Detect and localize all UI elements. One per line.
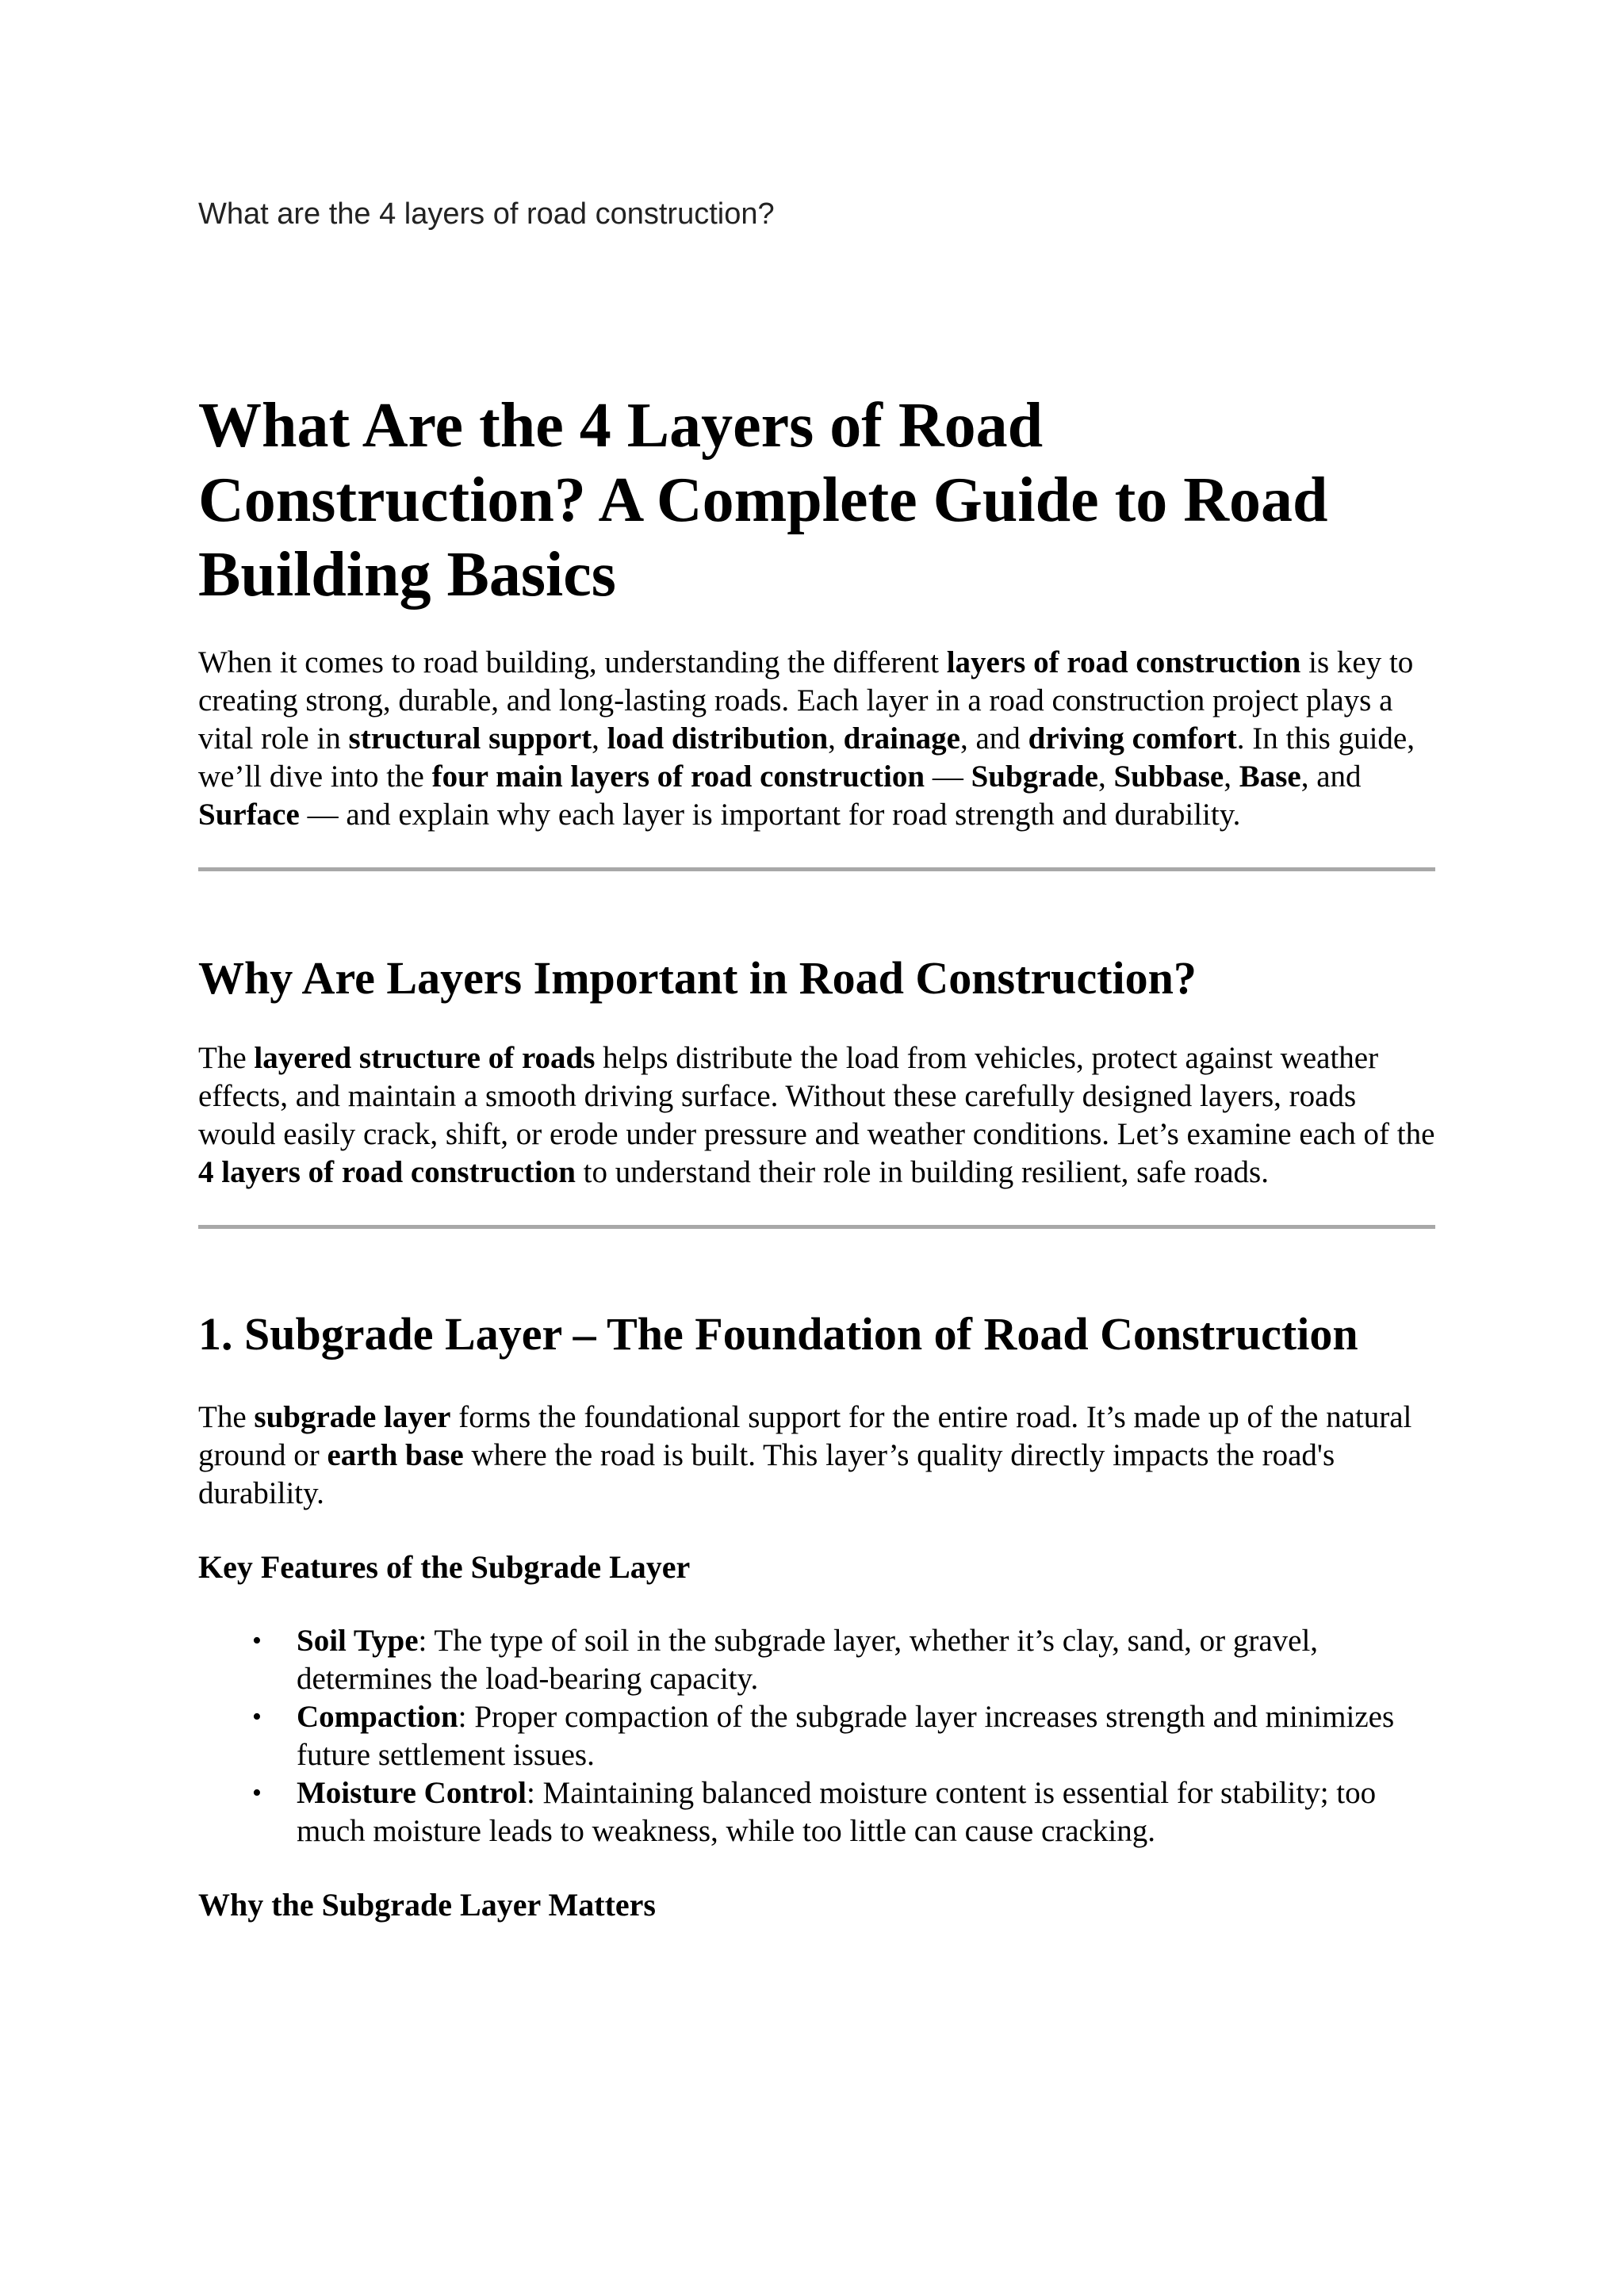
list-item xyxy=(252,1698,1435,1774)
feature-term: Moisture Control xyxy=(297,1776,527,1810)
features-list xyxy=(198,1622,1435,1850)
article-content xyxy=(198,388,1435,1925)
document-header-title: What are the 4 layers of road construction? xyxy=(198,197,775,231)
section-heading-why-layers: Why Are Layers Important in Road Construction? xyxy=(198,952,1197,1004)
feature-text: : Proper compaction of the subgrade layer increases strength and minimizes future settlement issues. xyxy=(297,1700,1395,1772)
intro-paragraph: When it comes to road building, understanding the different layers of road construction is key to creating strong, durable, and long-lasting roads. Each layer in a road construction project plays a vital role in structural support, load distribution, drainage, and driving comfort. In this guide, we’ll dive into the four main layers of road construction — Subgrade, Subbase, Base, and Surface — and explain why each layer is important for road strength and durability. xyxy=(198,645,1415,832)
bullet-icon: • xyxy=(252,1778,262,1808)
feature-term: Soil Type xyxy=(297,1624,419,1658)
section-heading-subgrade: 1. Subgrade Layer – The Foundation of Road Construction xyxy=(198,1308,1358,1360)
why-layers-paragraph: The layered structure of roads helps distribute the load from vehicles, protect against weather effects, and maintain a smooth driving surface. Without these carefully designed layers, roads would easily crack, shift, or erode under pressure and weather conditions. Let’s examine each of the 4 layers of road construction to understand their role in building resilient, safe roads. xyxy=(198,1041,1435,1189)
list-item xyxy=(252,1622,1435,1698)
bullet-icon: • xyxy=(252,1626,262,1655)
subheading-key-features: Key Features of the Subgrade Layer xyxy=(198,1549,691,1585)
list-item xyxy=(252,1774,1435,1850)
feature-text: : Maintaining balanced moisture content is essential for stability; too much moisture leads to weakness, while too little can cause cracking. xyxy=(297,1776,1377,1848)
bullet-icon: • xyxy=(252,1702,262,1732)
subheading-why-subgrade-matters: Why the Subgrade Layer Matters xyxy=(198,1887,656,1923)
section-divider xyxy=(198,867,1435,871)
subgrade-paragraph: The subgrade layer forms the foundational support for the entire road. It’s made up of the natural ground or earth base where the road is built. This layer’s quality directly impacts the road's durability. xyxy=(198,1400,1412,1510)
section-divider xyxy=(198,1225,1435,1229)
feature-text: : The type of soil in the subgrade layer, whether it’s clay, sand, or gravel, determines the load-bearing capacity. xyxy=(297,1624,1319,1696)
article-title: What Are the 4 Layers of Road Construction? A Complete Guide to Road Building Basics xyxy=(198,391,1328,610)
feature-term: Compaction xyxy=(297,1700,458,1734)
